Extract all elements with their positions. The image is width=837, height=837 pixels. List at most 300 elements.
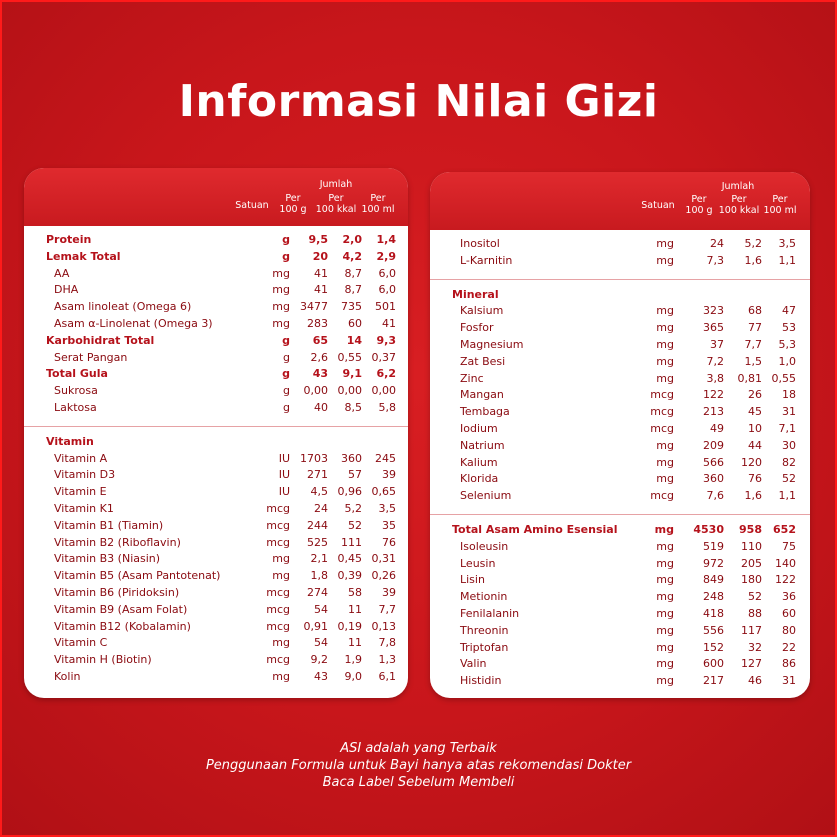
value-per-100kkal: 0,96 — [337, 485, 362, 499]
value-per-100ml: 7,7 — [378, 602, 396, 616]
value-per-100g: 566 — [703, 455, 724, 469]
nutrient-name: Triptofan — [460, 640, 509, 654]
value-per-100g: 24 — [710, 237, 724, 250]
value-per-100kkal: 8,7 — [344, 283, 362, 297]
value-per-100ml: 501 — [375, 300, 396, 314]
nutrient-row — [24, 551, 408, 568]
value-per-100ml: 86 — [782, 657, 796, 671]
value-per-100kkal: 32 — [748, 640, 762, 654]
value-per-100ml: 245 — [375, 451, 396, 465]
value-per-100kkal: 0,45 — [337, 552, 362, 566]
value-per-100g: 40 — [314, 400, 328, 414]
value-per-100g: 7,6 — [706, 489, 724, 503]
value-per-100kkal: 11 — [348, 636, 362, 650]
nutrient-unit: g — [283, 350, 290, 364]
section-divider — [430, 279, 810, 280]
nutrient-name: Kolin — [54, 669, 81, 683]
nutrient-name: L-Karnitin — [460, 253, 513, 267]
value-per-100ml: 35 — [382, 518, 396, 532]
nutrient-name: Vitamin D3 — [54, 468, 116, 482]
nutrient-row — [430, 455, 810, 472]
nutrient-row — [430, 606, 810, 623]
nutrient-name: Serat Pangan — [54, 350, 128, 364]
nutrient-name: Magnesium — [460, 337, 524, 351]
nutrient-name: Lemak Total — [46, 249, 121, 263]
nutrient-unit: mg — [656, 556, 674, 570]
value-per-100ml: 7,1 — [778, 421, 796, 435]
nutrient-row — [24, 316, 408, 333]
value-per-100kkal: 205 — [741, 556, 762, 570]
value-per-100kkal: 76 — [748, 472, 762, 486]
value-per-100ml: 22 — [782, 640, 796, 654]
nutrient-row — [430, 640, 810, 657]
nutrient-name: Zat Besi — [460, 354, 506, 368]
value-per-100g: 65 — [312, 333, 328, 347]
footer-line: Baca Label Sebelum Membeli — [322, 775, 515, 790]
value-per-100g: 122 — [703, 388, 724, 402]
nutrient-name: Vitamin A — [54, 451, 108, 465]
value-per-100ml: 3,5 — [778, 237, 796, 250]
nutrient-unit: mg — [656, 657, 674, 671]
value-per-100ml: 0,00 — [371, 384, 396, 398]
nutrient-name: Total Asam Amino Esensial — [452, 522, 618, 536]
table-header-left — [24, 168, 408, 226]
value-per-100g: 360 — [703, 472, 724, 486]
header-per-100ml-line2: 100 ml — [361, 204, 395, 215]
value-per-100ml: 75 — [782, 539, 796, 553]
page-title: Informasi Nilai Gizi — [178, 76, 659, 127]
value-per-100ml: 1,1 — [778, 253, 796, 267]
nutrient-unit: mg — [656, 371, 674, 385]
header-satuan: Satuan — [235, 200, 269, 211]
nutrient-unit: IU — [278, 485, 290, 499]
value-per-100kkal: 46 — [748, 674, 762, 688]
nutrient-name: Iodium — [460, 421, 498, 435]
value-per-100g: 24 — [314, 501, 328, 515]
nutrient-unit: g — [282, 233, 290, 246]
value-per-100kkal: 1,5 — [744, 354, 762, 368]
value-per-100kkal: 0,55 — [337, 350, 362, 364]
value-per-100kkal: 5,2 — [744, 237, 762, 250]
nutrient-name: Sukrosa — [54, 384, 98, 398]
nutrient-row — [430, 287, 810, 304]
section-divider — [24, 426, 408, 427]
nutrient-unit: mcg — [266, 585, 290, 599]
value-per-100g: 0,91 — [303, 619, 328, 633]
value-per-100g: 7,2 — [706, 354, 724, 368]
value-per-100kkal: 57 — [348, 468, 362, 482]
header-per-100ml-line1: Per — [370, 193, 386, 204]
nutrient-row — [430, 623, 810, 640]
value-per-100ml: 36 — [782, 590, 796, 604]
nutrient-unit: g — [282, 333, 290, 347]
value-per-100g: 972 — [703, 556, 724, 570]
nutrient-name: Fenilalanin — [460, 606, 520, 620]
value-per-100g: 54 — [314, 602, 328, 616]
value-per-100kkal: 0,19 — [337, 619, 362, 633]
table-body-left — [24, 226, 408, 686]
nutrient-name: Total Gula — [46, 367, 108, 381]
value-per-100g: 2,1 — [310, 552, 328, 566]
value-per-100ml: 52 — [782, 472, 796, 486]
nutrient-unit: mg — [272, 283, 290, 297]
nutrient-row — [24, 400, 408, 417]
value-per-100ml: 30 — [782, 438, 796, 452]
nutrient-unit: mcg — [266, 501, 290, 515]
value-per-100ml: 60 — [782, 606, 796, 620]
nutrient-unit: IU — [278, 451, 290, 465]
value-per-100g: 248 — [703, 590, 724, 604]
nutrient-row — [24, 282, 408, 299]
nutrient-unit: mg — [272, 669, 290, 683]
nutrient-unit: mg — [656, 674, 674, 688]
value-per-100g: 213 — [703, 405, 724, 419]
value-per-100kkal: 14 — [346, 333, 362, 347]
nutrient-name: Vitamin E — [54, 485, 107, 499]
nutrient-row — [24, 568, 408, 585]
table-body-right — [430, 230, 810, 690]
nutrition-table-left — [24, 168, 408, 698]
value-per-100kkal: 68 — [748, 304, 762, 318]
value-per-100kkal: 4,2 — [342, 249, 362, 263]
value-per-100kkal: 5,2 — [344, 501, 362, 515]
value-per-100kkal: 8,5 — [344, 400, 362, 414]
value-per-100g: 41 — [314, 283, 328, 297]
nutrient-row — [24, 602, 408, 619]
nutrient-row — [430, 438, 810, 455]
nutrient-unit: mg — [656, 590, 674, 604]
nutrient-name: Vitamin B12 (Kobalamin) — [54, 619, 191, 633]
value-per-100g: 274 — [307, 585, 328, 599]
nutrient-name: Klorida — [460, 472, 499, 486]
value-per-100kkal: 1,6 — [744, 253, 762, 267]
value-per-100ml: 7,8 — [378, 636, 396, 650]
nutrient-unit: mcg — [650, 405, 674, 419]
nutrient-name: Vitamin H (Biotin) — [54, 653, 152, 667]
nutrient-row — [430, 656, 810, 673]
value-per-100ml: 9,3 — [376, 333, 396, 347]
value-per-100kkal: 0,00 — [337, 384, 362, 398]
value-per-100g: 271 — [307, 468, 328, 482]
nutrient-row — [430, 556, 810, 573]
nutrient-unit: mg — [656, 337, 674, 351]
value-per-100g: 525 — [307, 535, 328, 549]
value-per-100g: 323 — [703, 304, 724, 318]
value-per-100kkal: 26 — [748, 388, 762, 402]
value-per-100kkal: 52 — [748, 590, 762, 604]
value-per-100g: 9,5 — [308, 233, 328, 246]
value-per-100ml: 6,0 — [378, 283, 396, 297]
nutrient-name: Fosfor — [460, 321, 494, 335]
nutrient-name: Zinc — [460, 371, 484, 385]
nutrient-unit: mg — [656, 623, 674, 637]
value-per-100ml: 1,3 — [378, 653, 396, 667]
nutrient-unit: mg — [656, 640, 674, 654]
value-per-100g: 849 — [703, 573, 724, 587]
nutrient-row — [24, 249, 408, 266]
nutrient-name: Vitamin B5 (Asam Pantotenat) — [54, 569, 221, 583]
value-per-100ml: 3,5 — [378, 501, 396, 515]
value-per-100g: 3,8 — [706, 371, 724, 385]
nutrient-unit: mg — [654, 522, 674, 536]
nutrient-unit: mg — [656, 573, 674, 587]
value-per-100ml: 122 — [775, 573, 796, 587]
value-per-100ml: 5,8 — [378, 400, 396, 414]
value-per-100kkal: 1,6 — [744, 489, 762, 503]
value-per-100ml: 0,37 — [371, 350, 396, 364]
header-per-100kkal-line2: 100 kkal — [718, 205, 760, 216]
value-per-100g: 519 — [703, 539, 724, 553]
nutrient-name: Isoleusin — [460, 539, 509, 553]
value-per-100g: 9,2 — [310, 653, 328, 667]
value-per-100kkal: 120 — [741, 455, 762, 469]
nutrient-name: Tembaga — [460, 405, 510, 419]
value-per-100g: 43 — [314, 669, 328, 683]
nutrient-row — [430, 354, 810, 371]
value-per-100ml: 47 — [782, 304, 796, 318]
header-per-100ml-line1: Per — [772, 194, 788, 205]
nutrient-row — [24, 366, 408, 383]
nutrient-name: Inositol — [460, 237, 500, 250]
value-per-100g: 49 — [710, 421, 724, 435]
nutrient-row — [24, 518, 408, 535]
value-per-100ml: 0,13 — [371, 619, 396, 633]
nutrient-unit: IU — [278, 468, 290, 482]
value-per-100g: 4530 — [693, 522, 724, 536]
value-per-100g: 43 — [312, 367, 328, 381]
value-per-100kkal: 958 — [739, 522, 762, 536]
nutrient-unit: mcg — [266, 535, 290, 549]
nutrient-unit: mg — [656, 304, 674, 318]
footer-line: Penggunaan Formula untuk Bayi hanya atas rekomendasi Dokter — [205, 758, 632, 773]
nutrient-name: Vitamin B3 (Niasin) — [54, 552, 161, 566]
value-per-100ml: 6,2 — [376, 367, 396, 381]
value-per-100ml: 39 — [382, 585, 396, 599]
value-per-100kkal: 11 — [348, 602, 362, 616]
nutrient-name: Asam linoleat (Omega 6) — [54, 300, 192, 314]
nutrient-row — [24, 635, 408, 652]
nutrient-unit: g — [282, 367, 290, 381]
value-per-100g: 600 — [703, 657, 724, 671]
nutrient-unit: mg — [272, 300, 290, 314]
nutrient-row — [24, 585, 408, 602]
nutrient-unit: mg — [656, 237, 674, 250]
value-per-100kkal: 58 — [348, 585, 362, 599]
nutrient-unit: mg — [272, 569, 290, 583]
nutrient-row — [24, 652, 408, 669]
value-per-100g: 3477 — [300, 300, 328, 314]
value-per-100kkal: 0,39 — [337, 569, 362, 583]
header-per-100g-line1: Per — [285, 193, 301, 204]
nutrient-name: Selenium — [460, 489, 512, 503]
nutrient-unit: mg — [272, 266, 290, 280]
value-per-100kkal: 10 — [748, 421, 762, 435]
nutrient-row — [430, 488, 810, 505]
value-per-100ml: 6,0 — [378, 266, 396, 280]
value-per-100kkal: 60 — [348, 316, 362, 330]
header-per-100kkal-line1: Per — [731, 194, 747, 205]
nutrient-row — [24, 299, 408, 316]
nutrient-row — [24, 669, 408, 686]
nutrient-row — [24, 484, 408, 501]
value-per-100g: 54 — [314, 636, 328, 650]
nutrient-unit: mg — [656, 438, 674, 452]
header-per-100kkal-line1: Per — [328, 193, 344, 204]
value-per-100kkal: 52 — [348, 518, 362, 532]
header-jumlah: Jumlah — [319, 179, 353, 190]
value-per-100kkal: 44 — [748, 438, 762, 452]
nutrient-row — [24, 333, 408, 350]
value-per-100kkal: 110 — [741, 539, 762, 553]
nutrition-table-right — [430, 172, 810, 698]
nutrient-unit: mg — [272, 316, 290, 330]
nutrient-name: Threonin — [460, 623, 509, 637]
nutrient-unit: g — [282, 249, 290, 263]
nutrient-row — [430, 471, 810, 488]
value-per-100kkal: 180 — [741, 573, 762, 587]
nutrient-name: Metionin — [460, 590, 508, 604]
nutrient-name: Vitamin K1 — [54, 501, 114, 515]
nutrient-name: Vitamin B1 (Tiamin) — [54, 518, 164, 532]
nutrient-name: Asam α-Linolenat (Omega 3) — [54, 316, 213, 330]
footer-line: ASI adalah yang Terbaik — [340, 741, 497, 756]
value-per-100ml: 1,1 — [778, 489, 796, 503]
value-per-100g: 41 — [314, 266, 328, 280]
nutrient-name: Protein — [46, 233, 92, 246]
value-per-100kkal: 2,0 — [342, 233, 362, 246]
value-per-100g: 20 — [312, 249, 328, 263]
nutrient-name: Vitamin B2 (Riboflavin) — [54, 535, 181, 549]
nutrient-name: Lisin — [460, 573, 485, 587]
value-per-100ml: 76 — [382, 535, 396, 549]
nutrient-row — [24, 266, 408, 283]
nutrient-name: Vitamin B9 (Asam Folat) — [54, 602, 188, 616]
nutrient-unit: mg — [656, 455, 674, 469]
value-per-100ml: 0,31 — [371, 552, 396, 566]
nutrient-name: Mineral — [452, 287, 499, 301]
nutrient-unit: mg — [656, 472, 674, 486]
value-per-100ml: 1,0 — [778, 354, 796, 368]
nutrient-unit: mcg — [650, 388, 674, 402]
header-per-100kkal-line2: 100 kkal — [315, 204, 357, 215]
nutrient-row — [430, 673, 810, 690]
value-per-100g: 2,6 — [310, 350, 328, 364]
value-per-100ml: 41 — [382, 316, 396, 330]
value-per-100g: 37 — [710, 337, 724, 351]
value-per-100ml: 140 — [775, 556, 796, 570]
value-per-100kkal: 77 — [748, 321, 762, 335]
nutrient-unit: mcg — [650, 489, 674, 503]
header-jumlah: Jumlah — [721, 181, 755, 192]
value-per-100ml: 31 — [782, 405, 796, 419]
nutrient-name: Mangan — [460, 388, 504, 402]
nutrient-unit: mg — [656, 606, 674, 620]
value-per-100ml: 652 — [773, 522, 796, 536]
value-per-100ml: 80 — [782, 623, 796, 637]
nutrient-name: Valin — [460, 657, 487, 671]
nutrient-name: Kalium — [460, 455, 498, 469]
value-per-100ml: 18 — [782, 388, 796, 402]
nutrient-row — [24, 467, 408, 484]
header-satuan: Satuan — [641, 200, 675, 211]
nutrient-unit: mg — [656, 321, 674, 335]
nutrient-row — [430, 236, 810, 253]
value-per-100ml: 1,4 — [376, 233, 396, 246]
nutrient-name: Laktosa — [54, 400, 97, 414]
nutrient-unit: mcg — [266, 619, 290, 633]
nutrient-row — [430, 421, 810, 438]
nutrient-name: Vitamin — [46, 434, 94, 448]
nutrient-name: Karbohidrat Total — [46, 333, 155, 347]
value-per-100ml: 53 — [782, 321, 796, 335]
nutrient-row — [24, 501, 408, 518]
value-per-100g: 209 — [703, 438, 724, 452]
value-per-100g: 283 — [307, 316, 328, 330]
nutrient-name: Histidin — [460, 674, 502, 688]
value-per-100g: 0,00 — [303, 384, 328, 398]
value-per-100ml: 6,1 — [378, 669, 396, 683]
value-per-100kkal: 1,9 — [344, 653, 362, 667]
nutrient-row — [24, 535, 408, 552]
nutrient-name: DHA — [54, 283, 79, 297]
nutrient-unit: mcg — [266, 518, 290, 532]
nutrient-row — [430, 589, 810, 606]
value-per-100ml: 39 — [382, 468, 396, 482]
nutrient-row — [24, 451, 408, 468]
header-per-100g-line2: 100 g — [685, 205, 713, 216]
value-per-100kkal: 8,7 — [344, 266, 362, 280]
nutrient-unit: g — [283, 384, 290, 398]
value-per-100ml: 31 — [782, 674, 796, 688]
value-per-100g: 4,5 — [310, 485, 328, 499]
section-divider — [430, 514, 810, 515]
value-per-100g: 244 — [307, 518, 328, 532]
nutrient-row — [24, 232, 408, 249]
value-per-100kkal: 45 — [748, 405, 762, 419]
value-per-100g: 365 — [703, 321, 724, 335]
value-per-100ml: 0,55 — [771, 371, 796, 385]
nutrient-row — [430, 371, 810, 388]
nutrient-unit: mg — [656, 539, 674, 553]
nutrient-row — [430, 337, 810, 354]
nutrient-unit: mg — [272, 552, 290, 566]
header-per-100ml-line2: 100 ml — [763, 205, 797, 216]
value-per-100ml: 0,26 — [371, 569, 396, 583]
nutrient-row — [430, 387, 810, 404]
nutrient-unit: mg — [272, 636, 290, 650]
value-per-100g: 1703 — [300, 451, 328, 465]
value-per-100kkal: 9,1 — [342, 367, 362, 381]
nutrient-name: Vitamin B6 (Piridoksin) — [54, 585, 180, 599]
nutrient-unit: g — [283, 400, 290, 414]
nutrient-row — [430, 320, 810, 337]
nutrient-row — [430, 253, 810, 270]
nutrient-unit: mcg — [650, 421, 674, 435]
value-per-100kkal: 0,81 — [737, 371, 762, 385]
nutrient-row — [24, 619, 408, 636]
nutrient-row — [24, 350, 408, 367]
value-per-100ml: 0,65 — [371, 485, 396, 499]
footer-disclaimer — [0, 740, 837, 791]
nutrient-name: AA — [54, 266, 70, 280]
nutrient-row — [430, 539, 810, 556]
nutrient-unit: mcg — [266, 602, 290, 616]
nutrient-name: Vitamin C — [54, 636, 108, 650]
value-per-100kkal: 111 — [341, 535, 362, 549]
value-per-100kkal: 88 — [748, 606, 762, 620]
value-per-100kkal: 7,7 — [744, 337, 762, 351]
nutrient-name: Natrium — [460, 438, 505, 452]
